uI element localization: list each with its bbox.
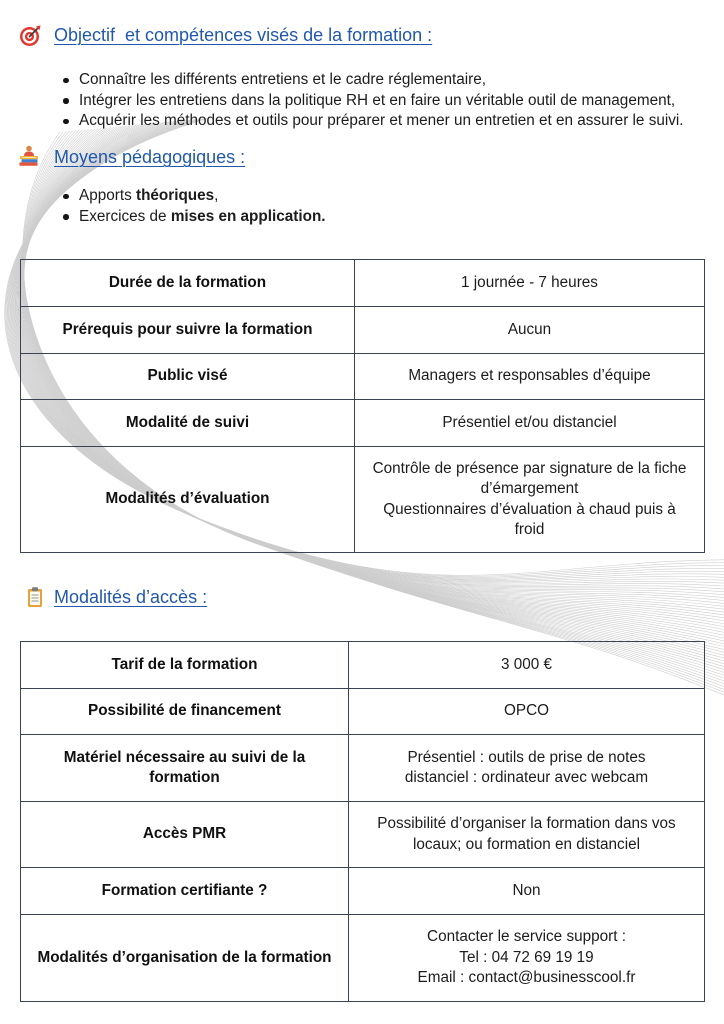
- organization-contact-value: [349, 915, 705, 1002]
- value-line: froid: [514, 521, 545, 538]
- list-item-text: Intégrer les entretiens dans la politique RH et en faire un véritable outil de management,: [79, 91, 676, 109]
- value-line: Possibilité d’organiser la formation dans vos: [377, 815, 676, 832]
- table-row: [21, 400, 705, 447]
- table-row: [21, 354, 705, 400]
- label-line: Durée de la formation: [108, 273, 267, 291]
- list-item-suffix: ,: [214, 187, 219, 204]
- follow-up-mode-value: [355, 400, 705, 447]
- label-line: Tarif de la formation: [111, 655, 258, 673]
- accessibility-pmr-value: [349, 802, 705, 868]
- list-item: [0, 91, 724, 112]
- table-row: [21, 260, 705, 307]
- access-heading: Modalités d’accès :: [54, 587, 208, 607]
- organization-label: [21, 915, 349, 1002]
- value-line: d’émargement: [480, 480, 579, 497]
- objectives-list: [0, 70, 724, 132]
- label-line: Public visé: [147, 367, 228, 385]
- list-item-text: Apports: [79, 187, 136, 204]
- required-equipment-label: [21, 735, 349, 802]
- methods-heading: Moyens pédagogiques :: [54, 147, 246, 167]
- list-item: [0, 111, 724, 132]
- objectives-heading: Objectif et compétences visés de la formation :: [54, 25, 433, 45]
- label-line: Formation certifiante ?: [101, 881, 268, 899]
- list-item: [0, 70, 724, 91]
- price-label: [21, 642, 349, 689]
- value-line: Présentiel et/ou distanciel: [442, 413, 617, 431]
- table-row: [21, 447, 705, 553]
- required-equipment-value: [349, 735, 705, 802]
- value-line: Contacter le service support :: [427, 928, 626, 946]
- methods-list: [0, 186, 724, 227]
- table-row: [21, 915, 705, 1002]
- label-line: Modalités d’évaluation: [105, 490, 270, 508]
- value-line: OPCO: [503, 702, 550, 720]
- table-row: [21, 735, 705, 802]
- table-row: [21, 868, 705, 915]
- funding-value: [349, 689, 705, 735]
- value-line: 3 000 €: [500, 655, 553, 673]
- duration-value: [355, 260, 705, 307]
- phone-line: Tel : 04 72 69 19 19: [459, 948, 594, 966]
- funding-label: [21, 689, 349, 735]
- list-item-text: Connaître les différents entretiens et le cadre réglementaire,: [79, 71, 487, 88]
- bullet-dot: [63, 98, 69, 104]
- value-line: Aucun: [507, 320, 552, 338]
- list-item-text: Exercices de: [79, 207, 171, 225]
- follow-up-mode-label: [21, 400, 355, 447]
- list-item-emphasis: théoriques: [135, 187, 215, 204]
- prerequisites-value: [355, 307, 705, 354]
- target-icon: [19, 24, 42, 47]
- target-audience-label: [21, 354, 355, 400]
- access-details-table: [20, 641, 705, 1002]
- accessibility-pmr-label: [21, 802, 349, 868]
- certification-label: [21, 868, 349, 915]
- value-line: Contrôle de présence par signature de la fiche: [372, 459, 687, 477]
- label-line: Modalités d’organisation de la formation: [37, 948, 332, 966]
- prerequisites-label: [21, 307, 355, 354]
- bullet-dot: [63, 78, 69, 84]
- label-line: Possibilité de financement: [88, 702, 281, 720]
- label-line: Prérequis pour suivre la formation: [62, 320, 313, 338]
- label-line: formation: [149, 769, 220, 786]
- value-line: Non: [512, 881, 541, 899]
- value-line: locaux; ou formation en distanciel: [412, 835, 641, 853]
- value-line: 1 journée - 7 heures: [461, 273, 598, 291]
- bullet-dot: [63, 119, 69, 125]
- value-line: Questionnaires d’évaluation à chaud puis à: [383, 500, 676, 518]
- list-item: [0, 207, 724, 228]
- price-value: [349, 642, 705, 689]
- bullet-dot: [63, 194, 69, 200]
- label-line: Accès PMR: [142, 825, 227, 843]
- table-row: [21, 802, 705, 868]
- list-item-text: Acquérir les méthodes et outils pour préparer et mener un entretien et en assurer le suivi.: [79, 112, 684, 129]
- target-audience-value: [355, 354, 705, 400]
- clipboard-icon: [27, 586, 43, 608]
- teaching-books-icon: [17, 144, 41, 168]
- value-line: Présentiel : outils de prise de notes: [407, 748, 646, 766]
- table-row: [21, 642, 705, 689]
- evaluation-methods-value: [355, 447, 705, 553]
- bullet-dot: [63, 214, 69, 220]
- certification-value: [349, 868, 705, 915]
- list-item-emphasis: mises en application.: [170, 207, 326, 225]
- value-line: distanciel : ordinateur avec webcam: [404, 769, 649, 786]
- list-item: [0, 186, 724, 207]
- evaluation-methods-label: [21, 447, 355, 553]
- table-row: [21, 307, 705, 354]
- value-line: Managers et responsables d’équipe: [408, 367, 651, 385]
- label-line: Matériel nécessaire au suivi de la: [63, 748, 306, 766]
- duration-label: [21, 260, 355, 307]
- table-row: [21, 689, 705, 735]
- training-details-table: [20, 259, 705, 553]
- label-line: Modalité de suivi: [125, 413, 250, 431]
- email-line: Email : contact@businesscool.fr: [417, 969, 636, 987]
